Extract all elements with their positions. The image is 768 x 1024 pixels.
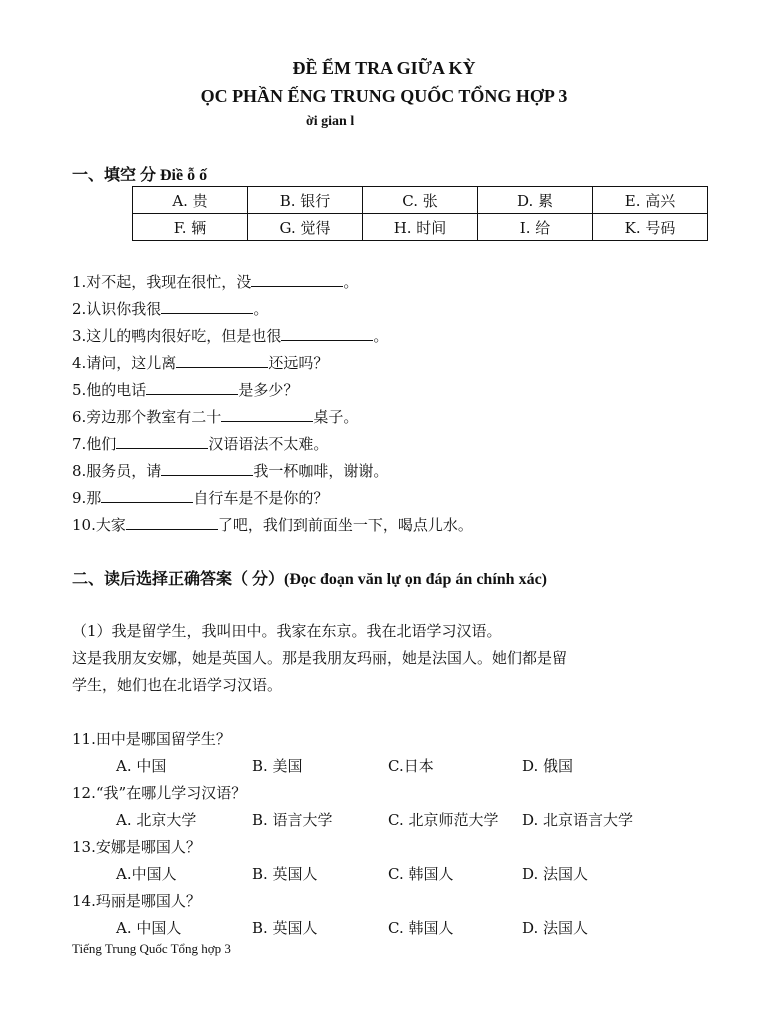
passage-line-1: （1）我是留学生，我叫田中。我家在东京。我在北语学习汉语。 [72, 622, 502, 640]
question-text: 我一杯咖啡，谢谢。 [253, 462, 389, 480]
answer-blank[interactable] [126, 515, 218, 530]
choice-d[interactable]: D. 法国人 [522, 865, 589, 883]
choice-c[interactable]: C. 韩国人 [388, 919, 454, 937]
answer-blank[interactable] [281, 326, 373, 341]
question-text: 10.大家 [72, 516, 126, 534]
page-footer: Tiếng Trung Quốc Tổng hợp 3 [72, 941, 231, 956]
answer-blank[interactable] [161, 299, 253, 314]
option-cell: D. 累 [478, 187, 593, 214]
option-cell: E. 高兴 [593, 187, 708, 214]
passage-line-3: 学生，她们也在北语学习汉语。 [72, 676, 283, 694]
question-text: 1.对不起，我现在很忙，没 [72, 273, 252, 291]
question-text: 6.旁边那个教室有二十 [72, 408, 222, 426]
question-text: 。 [253, 300, 269, 318]
answer-blank[interactable] [176, 353, 268, 368]
course-title: ỌC PHẦN ẾNG TRUNG QUỐC TỔNG HỢP 3 [200, 86, 568, 106]
question-text: 还远吗？ [268, 354, 329, 372]
fill-question-1 [72, 271, 358, 292]
question-text: 8.服务员，请 [72, 462, 162, 480]
question-text: 4.请问，这儿离 [72, 354, 177, 372]
fill-question-5 [72, 379, 298, 400]
answer-blank[interactable] [101, 488, 193, 503]
answer-blank[interactable] [161, 461, 253, 476]
choice-c[interactable]: C. 韩国人 [388, 865, 454, 883]
options-row-2 [133, 214, 708, 241]
question-text: 桌子。 [313, 408, 359, 426]
fill-question-7 [72, 433, 328, 454]
question-text: 。 [373, 327, 389, 345]
time-label: ời gian l [306, 114, 355, 129]
choice-d[interactable]: D. 北京语言大学 [522, 811, 634, 829]
answer-blank[interactable] [221, 407, 313, 422]
choice-b[interactable]: B. 英国人 [252, 865, 318, 883]
choice-a[interactable]: A. 中国 [116, 757, 167, 775]
option-cell: F. 辆 [133, 214, 248, 241]
fill-question-10 [72, 514, 473, 535]
fill-question-9 [72, 487, 328, 508]
fill-question-6 [72, 406, 358, 427]
choice-c[interactable]: C. 北京师范大学 [388, 811, 499, 829]
section2-title: 二、读后选择正确答案（ 分）(Đọc đoạn văn lự ọn đáp án chính xác) [72, 571, 547, 588]
answer-blank[interactable] [251, 272, 343, 287]
choice-b[interactable]: B. 英国人 [252, 919, 318, 937]
choice-d[interactable]: D. 法国人 [522, 919, 589, 937]
fill-question-3 [72, 325, 388, 346]
question-text: 是多少？ [238, 381, 299, 399]
question-text: 3.这儿的鸭肉很好吃，但是也很 [72, 327, 282, 345]
mc-question-11: 11.田中是哪国留学生？ [72, 730, 231, 748]
word-options-table [132, 186, 708, 241]
question-text: 7.他们 [72, 435, 117, 453]
option-cell: A. 贵 [133, 187, 248, 214]
option-cell: I. 给 [478, 214, 593, 241]
choice-b[interactable]: B. 美国 [252, 757, 303, 775]
exam-title: ĐỀ ỂM TRA GIỮA KỲ [292, 58, 476, 78]
question-text: 了吧，我们到前面坐一下，喝点儿水。 [217, 516, 473, 534]
choice-c[interactable]: C.日本 [388, 757, 434, 775]
mc-question-12: 12.“我”在哪儿学习汉语？ [72, 784, 247, 802]
option-cell: H. 时间 [363, 214, 478, 241]
choice-b[interactable]: B. 语言大学 [252, 811, 333, 829]
answer-blank[interactable] [116, 434, 208, 449]
choice-a[interactable]: A. 北京大学 [116, 811, 197, 829]
options-row-1 [133, 187, 708, 214]
question-text: 2.认识你我很 [72, 300, 162, 318]
answer-blank[interactable] [146, 380, 238, 395]
mc-question-13: 13.安娜是哪国人？ [72, 838, 201, 856]
question-text: 9.那 [72, 489, 102, 507]
option-cell: B. 银行 [248, 187, 363, 214]
choice-d[interactable]: D. 俄国 [522, 757, 574, 775]
mc-question-14: 14.玛丽是哪国人？ [72, 892, 201, 910]
fill-question-2 [72, 298, 268, 319]
option-cell: G. 觉得 [248, 214, 363, 241]
question-text: 5.他的电话 [72, 381, 147, 399]
fill-question-8 [72, 460, 388, 481]
option-cell: K. 号码 [593, 214, 708, 241]
fill-question-4 [72, 352, 328, 373]
passage-line-2: 这是我朋友安娜，她是英国人。那是我朋友玛丽，她是法国人。她们都是留 [72, 649, 568, 667]
choice-a[interactable]: A.中国人 [116, 865, 177, 883]
question-text: 自行车是不是你的？ [193, 489, 329, 507]
question-text: 汉语语法不太难。 [208, 435, 329, 453]
choice-a[interactable]: A. 中国人 [116, 919, 182, 937]
option-cell: C. 张 [363, 187, 478, 214]
question-text: 。 [343, 273, 359, 291]
section1-title: 一、填空 分 Điề ỗ ố [72, 167, 208, 184]
